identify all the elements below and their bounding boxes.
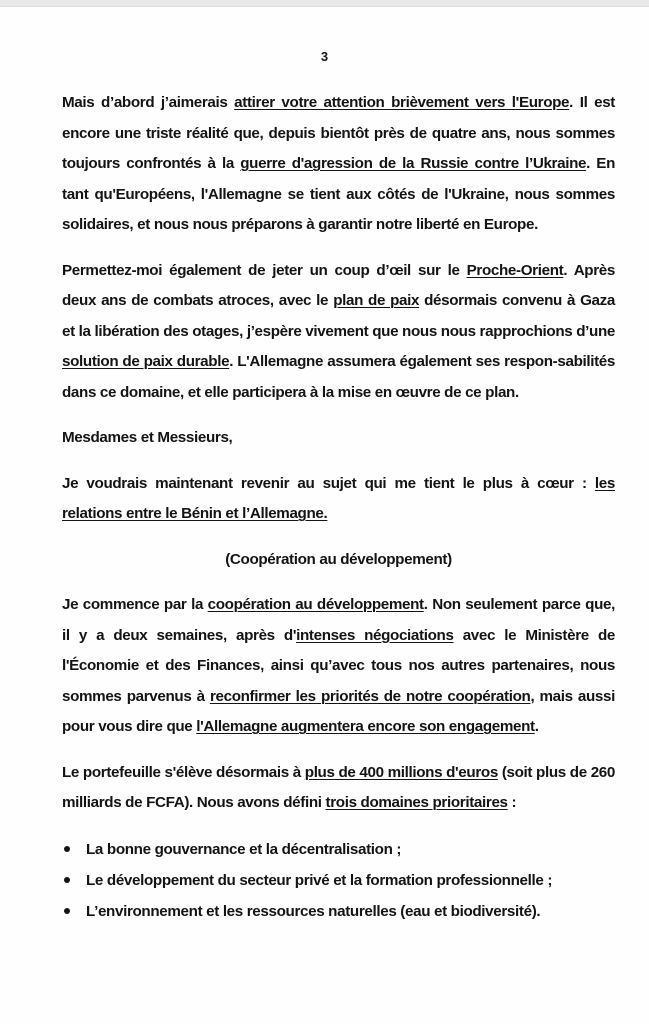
underlined-phrase: attirer votre attention brièvement vers l'Europe	[234, 94, 570, 111]
underlined-phrase: intenses négociations	[296, 626, 454, 644]
underlined-phrase: guerre d'agression de la Russie contre l’Ukraine	[240, 155, 587, 172]
list-item-text: L’environnement et les ressources naturelles (eau et biodiversité).	[86, 902, 541, 920]
bullet-icon	[64, 877, 70, 883]
underlined-phrase: solution de paix durable	[62, 353, 230, 370]
text: Mais d’abord j’aimerais	[62, 94, 235, 111]
text: Mesdames et Messieurs,	[62, 429, 233, 446]
underlined-phrase: coopération au développement	[207, 596, 424, 613]
document-body	[62, 88, 615, 927]
underlined-phrase: Proche-Orient	[466, 261, 564, 279]
paragraph-portfolio	[62, 758, 615, 819]
paragraph-middle-east	[62, 256, 615, 409]
list-item	[62, 834, 615, 865]
underlined-phrase: trois domaines prioritaires	[325, 794, 508, 811]
text: . En tant qu'Européens, l'Allemagne se tient aux côtés de l'Ukraine, nous sommes solidaires, et nous nous préparons à garantir notre liberté en Europe.	[62, 155, 616, 233]
section-heading: (Coopération au développement)	[225, 550, 452, 568]
text: . Il est encore une triste réalité que, depuis bientôt près de quatre ans, nous sommes toujours confrontés à la	[62, 94, 616, 172]
text: :	[507, 794, 517, 811]
bullet-icon	[64, 846, 70, 852]
text: . L'Allemagne assumera également ses respon-sabilités dans ce domaine, et elle participera à la mise en œuvre de ce plan.	[62, 353, 616, 401]
text: Permettez-moi également de jeter un coup d’œil sur le	[62, 261, 467, 279]
text: Je commence par la	[62, 596, 208, 613]
page-number: 3	[320, 49, 329, 64]
list-item	[62, 896, 615, 927]
salutation	[62, 423, 615, 454]
list-item-text: Le développement du secteur privé et la formation professionnelle ;	[86, 871, 553, 889]
viewer-top-bar	[0, 0, 649, 7]
bullet-icon	[64, 908, 70, 914]
underlined-phrase: les relations entre le Bénin et l’Allemagne.	[62, 474, 615, 522]
underlined-phrase: reconfirmer les priorités de notre coopération	[209, 687, 531, 705]
underlined-phrase: plus de 400 millions d'euros	[304, 763, 498, 781]
paragraph-europe	[62, 88, 615, 241]
underlined-phrase: l'Allemagne augmentera encore son engagement	[196, 718, 535, 735]
text: , mais aussi pour vous dire que	[62, 687, 615, 735]
text: désormais convenu à Gaza et la libération des otages, j’espère vivement que nous nous rapprochions d’une	[62, 292, 615, 340]
paragraph-cooperation	[62, 590, 615, 743]
text: (soit plus de 260 milliards de FCFA). Nous avons défini	[62, 763, 616, 811]
list-item-text: La bonne gouvernance et la décentralisation ;	[86, 840, 402, 858]
text: Le portefeuille s'élève désormais à	[62, 763, 305, 781]
text: Je voudrais maintenant revenir au sujet qui me tient le plus à cœur :	[62, 474, 595, 492]
text: .	[534, 718, 539, 735]
paragraph-benin-germany	[62, 469, 615, 530]
underlined-phrase: plan de paix	[333, 292, 420, 309]
text: . Après deux ans de combats atroces, avec le	[62, 261, 615, 309]
list-item	[62, 865, 615, 896]
text: . Non seulement parce que, il y a deux semaines, après d'	[62, 596, 615, 644]
priority-domains-list	[62, 834, 615, 927]
text: avec le Ministère de l'Économie et des Finances, ainsi qu’avec tous nos autres partenaires, nous sommes parvenus à	[62, 626, 616, 705]
